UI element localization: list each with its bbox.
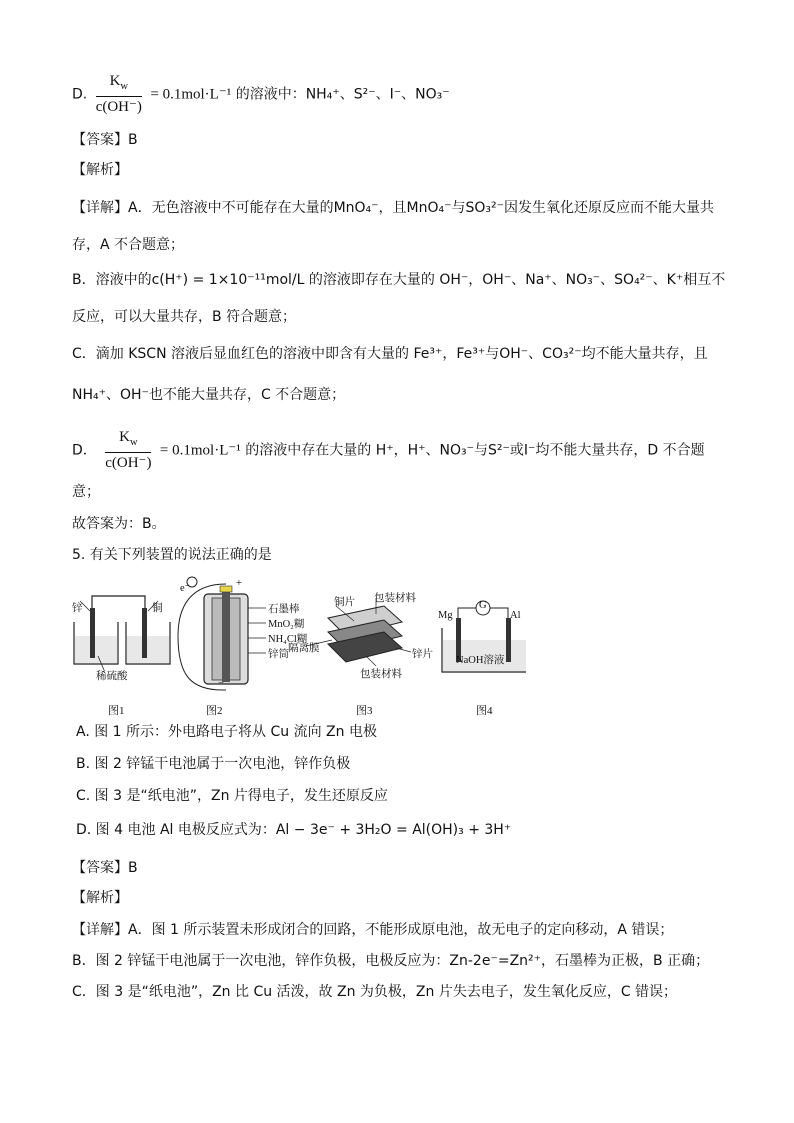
option-b: B. 图 2 锌锰干电池属于一次电池，锌作负极: [76, 756, 351, 772]
detail-a-line1: 【详解】A．无色溶液中不可能存在大量的MnO₄⁻，且MnO₄⁻与SO₃²⁻因发生氧化还原反应而不能大量共: [72, 200, 715, 216]
kw-fraction-2: $\frac{K_w}{c(OH^-)}$: [105, 429, 152, 471]
answer-label: 【答案】B: [72, 132, 138, 148]
option-d: D. 图 4 电池 Al 电极反应式为：Al − 3e⁻ + 3H₂O = Al(OH)₃ + 3H⁺: [76, 822, 512, 838]
figure-3: [306, 598, 411, 666]
detail2-b: B．图 2 锌锰干电池属于一次电池，锌作负极，电极反应为：Zn-2e⁻=Zn²⁺，石墨棒为正极，B 正确；: [72, 953, 710, 969]
analysis-label: 【解析】: [72, 162, 128, 178]
conclusion-1: 故答案为：B。: [72, 516, 166, 532]
detail2-c: C．图 3 是“纸电池”，Zn 比 Cu 活泼，故 Zn 为负极，Zn 片失去电子，发生氧化反应，C 错误；: [72, 984, 678, 1000]
option-d-top: D. $\frac{K_w}{c(OH^-)}$ = 0.1mol·L⁻¹ 的溶液中：NH₄⁺、S²⁻、I⁻、NO₃⁻: [72, 73, 450, 115]
question-5: 5. 有关下列装置的说法正确的是: [72, 547, 272, 563]
detail2-a: 【详解】A．图 1 所示装置未形成闭合的回路，不能形成原电池，故无电子的定向移动，A 错误；: [72, 922, 674, 938]
option-a: A. 图 1 所示：外电路电子将从 Cu 流向 Zn 电极: [76, 724, 377, 740]
detail-c-line1: C．滴加 KSCN 溶液后显血红色的溶液中即含有大量的 Fe³⁺，Fe³⁺与OH⁻、CO₃²⁻均不能大量共存，且: [72, 346, 708, 362]
figure-2: [178, 577, 266, 690]
detail-a-line2: 存，A 不合题意；: [72, 237, 185, 253]
kw-fraction: $\frac{K_w}{c(OH^-)}$: [95, 73, 142, 115]
detail-d-line1: D． $\frac{K_w}{c(OH^-)}$ = 0.1mol·L⁻¹ 的溶液中存在大量的 H⁺，H⁺、NO₃⁻与S²⁻或I⁻均不能大量共存，D 不合题: [72, 429, 705, 471]
analysis-label-2: 【解析】: [72, 890, 128, 906]
answer-label-2: 【答案】B: [72, 860, 138, 876]
detail-c-line2: NH₄⁺、OH⁻也不能大量共存，C 不合题意；: [72, 387, 346, 403]
detail-d-line2: 意；: [72, 484, 100, 500]
detail-b-line1: B．溶液中的c(H⁺) = 1×10⁻¹¹mol/L 的溶液即存在大量的 OH⁻，OH⁻、Na⁺、NO₃⁻、SO₄²⁻、K⁺相互不: [72, 272, 726, 288]
figures-panel: 锌 铜 稀硫酸 图1 e⁻ + − 石墨棒 MnO₂糊 NH₄Cl糊 锌筒 图2 铜片 包装材料 隔离膜 锌片 包装材料 图3 Mg Al G NaOH溶液 图4: [66, 566, 526, 716]
detail-b-line2: 反应，可以大量共存，B 符合题意；: [72, 309, 297, 325]
option-c: C. 图 3 是“纸电池”，Zn 片得电子，发生还原反应: [76, 788, 388, 804]
